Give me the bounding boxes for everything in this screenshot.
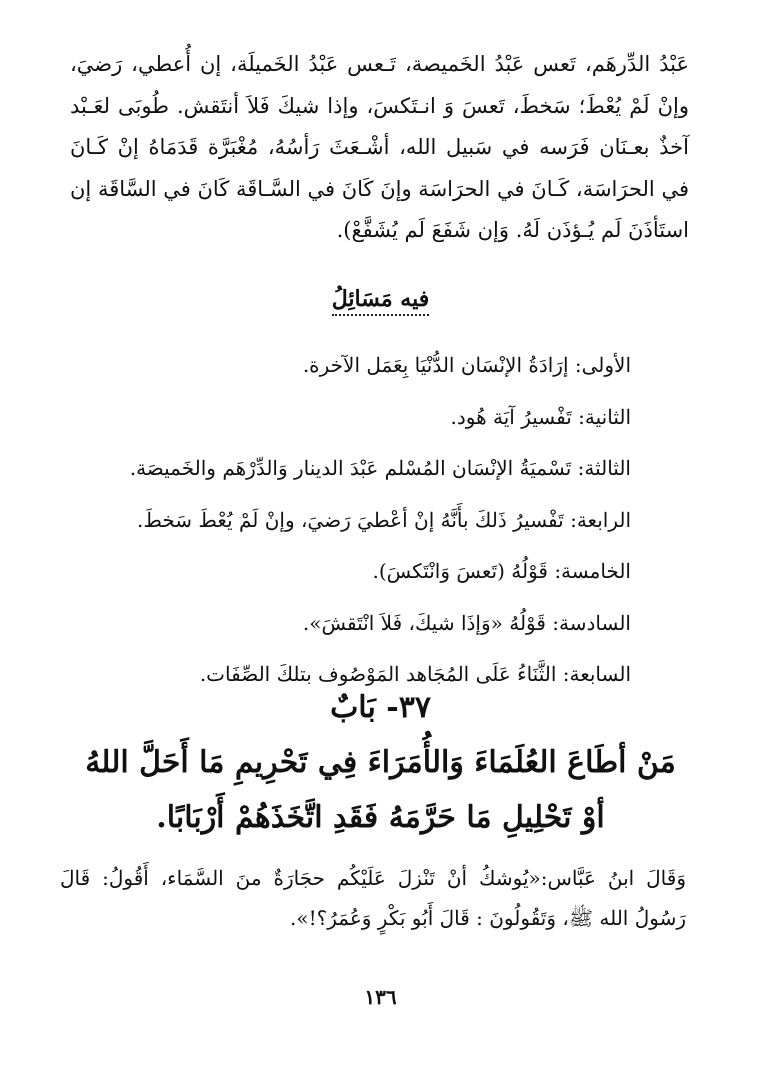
issue-item: السابعة: الثَّنَاءُ عَلَى المُجَاهد المَوْصُوف بتلكَ الصِّفَات. [199,662,631,686]
quote-paragraph: وَقَالَ ابنُ عَبَّاس:«يُوشكُ أنْ تَنْزلَ عَلَيْكُم حجَارَةٌ منَ السَّمَاء، أَقُولُ: قَالَ رَسُولُ الله ﷺ، وَتَقُولُونَ : قَالَ أَبُو بَكْرٍ وَعُمَرُ؟!». [60,866,686,930]
issue-item: السادسة: قَوْلُهُ «وَإذَا شيكَ، فَلاَ انْتَقشَ». [302,610,631,635]
issue-item: الخامسة: قَوْلُهُ (تَعسَ وَانْتَكسَ). [372,559,631,583]
page-number: ١٣٦ [364,985,397,1009]
chapter-title-line-2: أوْ تَحْلِيلِ مَا حَرَّمَهُ فَقَدِ اتَّخَذَهُمْ أَرْبَابًا. [156,800,605,835]
chapter-label: ٣٧- بَابٌ [330,690,431,725]
issue-item: الثانية: تَفْسيرُ آيَة هُود. [450,404,631,429]
section-heading-text: فيه مَسَائِلُ [332,286,430,316]
issue-item: الثالثة: تَسْميَةُ الإنْسَان المُسْلم عَبْدَ الدينار وَالدِّرْهَم والخَميصَة. [129,456,631,480]
hadith-paragraph: عَبْدُ الدِّرهَم، تَعس عَبْدُ الخَميصة، تَـعس عَبْدُ الخَميلَة، إن أُعطي، رَضيَ، وإنْ لَمْ يُعْطَ؛ سَخطَ، تَعسَ وَ انـتَكسَ، وإذا شيكَ فَلاَ أنتَقش. طُوبَى لعَـبْد آخذٌ بعـنَان فَرَسه في سَبيل الله، أشْـعَثَ رَأسُهُ، مُغْبَرَّة قَدَمَاهُ إنْ كَـانَ في الحرَاسَة، كَـانَ في الحرَاسَة وإنَ كَانَ في السَّـاقَة كَانَ في السَّاقَة إن استَأذَنَ لَم يُـؤذَن لَهُ. وَإن شَفَعَ لَم يُشَفَّعْ). [70,52,689,242]
section-heading [0,286,761,312]
chapter-title-line-1: مَنْ أطَاعَ العُلَمَاءَ وَالأُمَرَاءَ فِي تَحْرِيمِ مَا أَحَلَّ اللهُ [85,745,676,780]
issues-list [60,340,631,701]
issue-item: الأولى: إرَادَةُ الإنْسَان الدُّنْيَا بِعَمَل الآخرة. [302,353,631,377]
issue-item: الرابعة: تَفْسيرُ ذَلكَ بأَنَّهُ إنْ أعْطيَ رَضيَ، وإنْ لَمْ يُعْطَ سَخطَ. [137,507,631,532]
